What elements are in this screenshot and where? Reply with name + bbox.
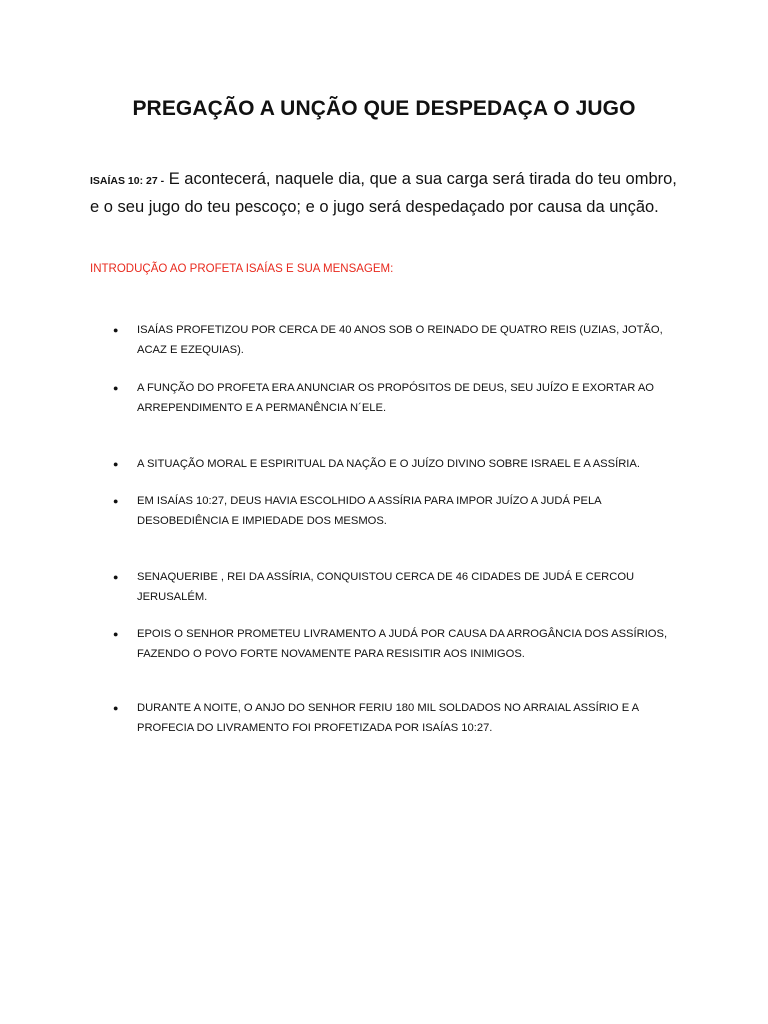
verse-text: E acontecerá, naquele dia, que a sua carga será tirada do teu ombro, e o seu jugo do teu pescoço; e o jugo será despedaçado por causa da unção. (90, 170, 677, 216)
list-item-text: A FUNÇÃO DO PROFETA ERA ANUNCIAR OS PROPÓSITOS DE DEUS, SEU JUÍZO E EXORTAR AO ARREPENDIMENTO E A PERMANÊNCIA N´ELE. (137, 382, 655, 414)
list-item (113, 378, 683, 418)
list-item-text: SENAQUERIBE , REI DA ASSÍRIA, CONQUISTOU CERCA DE 46 CIDADES DE JUDÁ E CERCOU JERUSALÉM. (137, 571, 635, 603)
bullet-icon: ● (113, 383, 119, 393)
introduction-heading: INTRODUÇÃO AO PROFETA ISAÍAS E SUA MENSAGEM: (90, 263, 394, 275)
document-title: PREGAÇÃO A UNÇÃO QUE DESPEDAÇA O JUGO (132, 97, 636, 120)
list-item-text: EM ISAÍAS 10:27, DEUS HAVIA ESCOLHIDO A ASSÍRIA PARA IMPOR JUÍZO A JUDÁ PELA DESOBEDIÊNCIA E IMPIEDADE DOS MESMOS. (137, 495, 602, 527)
bullet-icon: ● (113, 629, 119, 639)
verse-paragraph (90, 166, 690, 220)
bullet-icon: ● (113, 496, 119, 506)
list-item-text: DURANTE A NOITE, O ANJO DO SENHOR FERIU 180 MIL SOLDADOS NO ARRAIAL ASSÍRIO E A PROFECIA DO LIVRAMENTO FOI PROFETIZADA POR ISAÍAS 10:27. (137, 702, 639, 734)
list-item (113, 491, 683, 531)
list-item-text: A SITUAÇÃO MORAL E ESPIRITUAL DA NAÇÃO E O JUÍZO DIVINO SOBRE ISRAEL E A ASSÍRIA. (137, 458, 640, 470)
list-item (113, 454, 683, 474)
bullet-icon: ● (113, 325, 119, 335)
list-item (113, 624, 683, 664)
list-item (113, 320, 683, 360)
list-item (113, 567, 683, 607)
list-item-text: ISAÍAS PROFETIZOU POR CERCA DE 40 ANOS SOB O REINADO DE QUATRO REIS (UZIAS, JOTÃO, ACAZ E EZEQUIAS). (137, 324, 663, 356)
bullet-icon: ● (113, 459, 119, 469)
verse-reference: ISAÍAS 10: 27 - (90, 175, 165, 187)
list-item-text: EPOIS O SENHOR PROMETEU LIVRAMENTO A JUDÁ POR CAUSA DA ARROGÂNCIA DOS ASSÍRIOS, FAZENDO O POVO FORTE NOVAMENTE PARA RESISITIR AOS INIMIGOS. (137, 628, 668, 660)
list-item (113, 698, 683, 738)
bullet-icon: ● (113, 572, 119, 582)
bullet-icon: ● (113, 703, 119, 713)
